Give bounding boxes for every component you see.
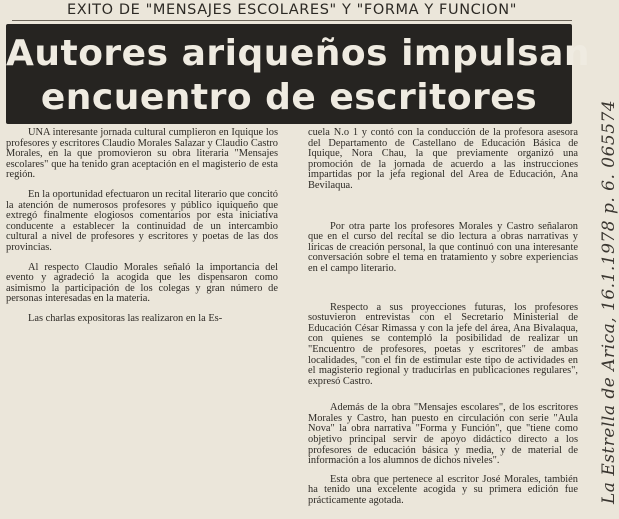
paragraph: En la oportunidad efectuaron un recital literario que concitó la atención de numerosos profesores y público iquiqueño que extregó finalmente elogiosos comentarios por esta iniciativa conducente a establecer la continuidad de un intercambio cultural a nivel de profesores y escritores y poetas de las dos provincias. (6, 188, 278, 253)
paragraph: Respecto a sus proyecciones futuras, los profesores sostuvieron entrevistas con el Secretario Ministerial de Educación César Rimassa y con la jefe del área, Ana Bivalaqua, con quienes se contempló la posibilidad de realizar un "Encuentro de profesores, poetas y escritores" de ambas localidades, "con el fin de estimular este tipo de actividades en el magisterio regional y traducirlas en publicaciones regulares", expresó Castro. (308, 301, 578, 387)
handwritten-text: La Estrella de Arica, 16.1.1978 p. 6. 065574 (599, 99, 619, 504)
paragraph: Al respecto Claudio Morales señaló la importancia del evento y agradeció la acogida que les dispensaron como asimismo la participación de los colegas y gran número de personas interesadas en la materia. (6, 261, 278, 305)
headline-line-2: encuentro de escritores (40, 77, 538, 118)
paragraph: Esta obra que pertenece al escritor José Morales, también ha tenido una excelente acogida y su primera edición fue prácticamente agotada. (308, 473, 578, 507)
headline-banner (6, 24, 591, 124)
paragraph: UNA interesante jornada cultural cumplieron en Iquique los profesores y escritores Claudio Morales Salazar y Claudio Castro Morales, en la que promovieron su obra literaria "Mensajes escolares" que ha tenido gran aceptación en el magisterio de esta región. (6, 127, 278, 181)
kicker-line: EXITO DE "MENSAJES ESCOLARES" Y "FORMA Y FUNCION" (12, 0, 572, 21)
paragraph: cuela N.o 1 y contó con la conducción de la profesora asesora del Departamento de Castellano de Educación Básica de Iquique, Nora Chau, la que previamente organizó una promoción de la jornada de acuerdo a las instrucciones impartidas por la jefa regional del Area de Educación, Ana Bevilaqua. (308, 127, 578, 191)
handwritten-source-note (575, 4, 619, 506)
article-column-left (6, 128, 278, 334)
headline-line-1: Autores ariqueños impulsan (6, 33, 591, 74)
article-column-right (308, 128, 578, 519)
paragraph: Por otra parte los profesores Morales y Castro señalaron que en el curso del recital se dio lectura a obras narrativas y líricas de creación personal, la que continuó con una interesante conversación sobre el tema en tratamiento y sobre experiencias en el campo literario. (308, 220, 578, 274)
paragraph: Las charlas expositoras las realizaron en la Es- (28, 312, 223, 324)
paragraph: Además de la obra "Mensajes escolares", de los escritores Morales y Castro, han puesto en circulación con serie "Aula Nova" la obra narrativa "Forma y Función", que "tiene como objetivo principal servir de apoyo didáctico directo a los profesores de educación básica y media, y de material de información a los alumnos de dichos niveles". (308, 402, 578, 467)
